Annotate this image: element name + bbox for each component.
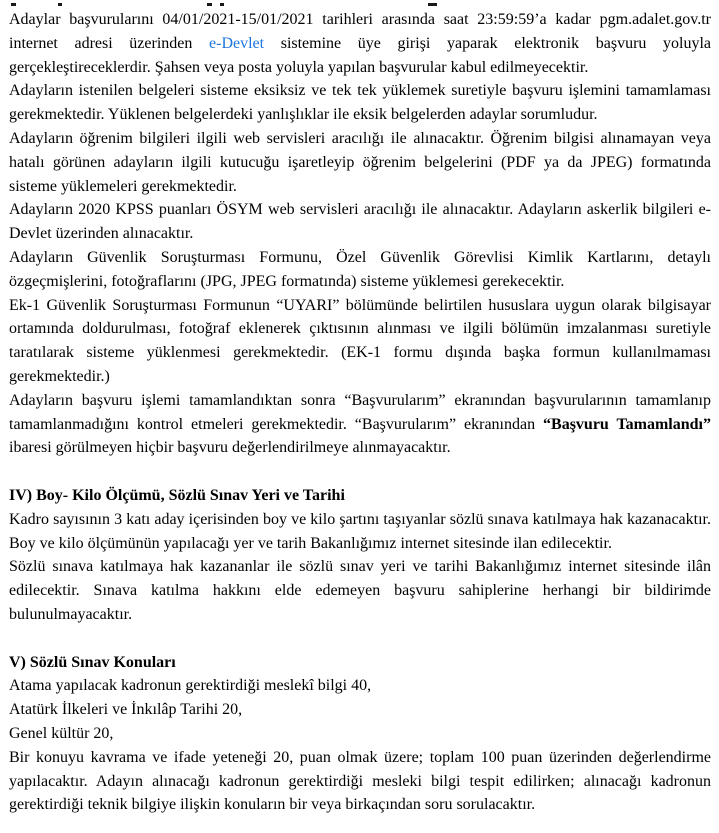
para-document-upload: Adayların istenilen belgeleri sisteme eksiksiz ve tek tek yüklemek suretiyle başvuru işlemini tamamlaması gerekmektedir. Yüklenen belgelerdeki yanlışlıklar ile eksik belgelerden adaylar sorumludur.	[9, 82, 711, 124]
basvuru-tamamlandi-emphasis: “Başvuru Tamamlandı”	[543, 415, 711, 433]
item-general-culture: Genel kültür 20,	[9, 724, 114, 742]
text-run: Adaylar başvurularını 04/01/2021-15/01/2021 tarihleri arasında saat 23:59:59’a kadar pgm.adalet.gov.tr internet adresi üzerinden	[9, 11, 711, 52]
text-run: ibaresi görülmeyen hiçbir başvuru değerlendirilmeye alınmayacaktır.	[9, 439, 451, 457]
para-ek1-form: Ek-1 Güvenlik Soruşturması Formunun “UYARI” bölümünde belirtilen hususlara uygun olarak bilgisayar ortamında doldurulması, fotoğraf eklenerek çıktısının alınması ve ilgili bölümün imzalanması suretiyle taratılarak sisteme yüklenmesi gerekmektedir. (EK-1 formu dışında başka formun kullanılmaması gerekmektedir.)	[9, 296, 711, 385]
para-height-weight: Kadro sayısının 3 katı aday içerisinden boy ve kilo şartını taşıyanlar sözlü sınava katılmaya hak kazanacaktır. Boy ve kilo ölçümünün yapılacağı yer ve tarih Bakanlığımız internet sitesinde ilan edilecektir.	[9, 510, 711, 552]
para-education-info: Adayların öğrenim bilgileri ilgili web servisleri aracılığı ile alınacaktır. Öğrenim bilgisi alınamayan veya hatalı görünen adayların ilgili kutucuğu işaretleyip öğrenim belgelerini (PDF ya da JPEG) formatında sisteme yüklemeleri gerekmektedir.	[9, 129, 711, 195]
para-oral-exam-announcement: Sözlü sınava katılmaya hak kazananlar ile sözlü sınav yeri ve tarihi Bakanlığımız internet sitesinde ilân edilecektir. Sınava katılma hakkını elde edemeyen başvuru sahiplerine herhangi bir bildirimde bulunulmayacaktır.	[9, 558, 711, 623]
e-devlet-link[interactable]: e-Devlet	[209, 34, 265, 52]
text-run: Adayların başvuru işlemi tamamlandıktan sonra “Başvurularım” ekranından başvurularının tamamlanıp tamamlanmadığını kontrol etmeleri gerekmektedir. “Başvurularım” ekranından	[9, 391, 711, 433]
item-professional-knowledge: Atama yapılacak kadronun gerektirdiği meslekî bilgi 40,	[9, 677, 372, 695]
para-application-method	[9, 8, 711, 79]
para-application-check	[9, 389, 711, 460]
heading-section-v: V) Sözlü Sınav Konuları	[9, 653, 176, 671]
item-ataturk-history: Atatürk İlkeleri ve İnkılâp Tarihi 20,	[9, 701, 243, 719]
para-kpss-scores: Adayların 2020 KPSS puanları ÖSYM web servisleri aracılığı ile alınacaktır. Adayların askerlik bilgileri e-Devlet üzerinden alınacaktır.	[9, 201, 711, 243]
text-run: sistemine üye girişi yaparak elektronik başvuru yoluyla gerçekleştireceklerdir. Şahsen veya posta yoluyla yapılan başvurular kabul edilmeyecektir.	[9, 34, 712, 76]
clipped-text-remnant	[9, 2, 711, 8]
heading-section-iv: IV) Boy- Kilo Ölçümü, Sözlü Sınav Yeri ve Tarihi	[9, 486, 345, 504]
para-scoring: Bir konuyu kavrama ve ifade yeteneği 20, puan olmak üzere; toplam 100 puan üzerinden değerlendirme yapılacaktır. Adayın alınacağı kadronun gerektirdiği mesleki bilgi tespit edilirken; alınacağı kadronun gerektirdiği teknik bilgiye ilişkin konuların bir veya birkaçından soru sorulacaktır.	[9, 748, 711, 814]
para-security-form-upload: Adayların Güvenlik Soruşturması Formunu, Özel Güvenlik Görevlisi Kimlik Kartlarını, detaylı özgeçmişlerini, fotoğraflarını (JPG, JPEG formatında) sisteme yüklemesi gerekecektir.	[9, 248, 711, 290]
